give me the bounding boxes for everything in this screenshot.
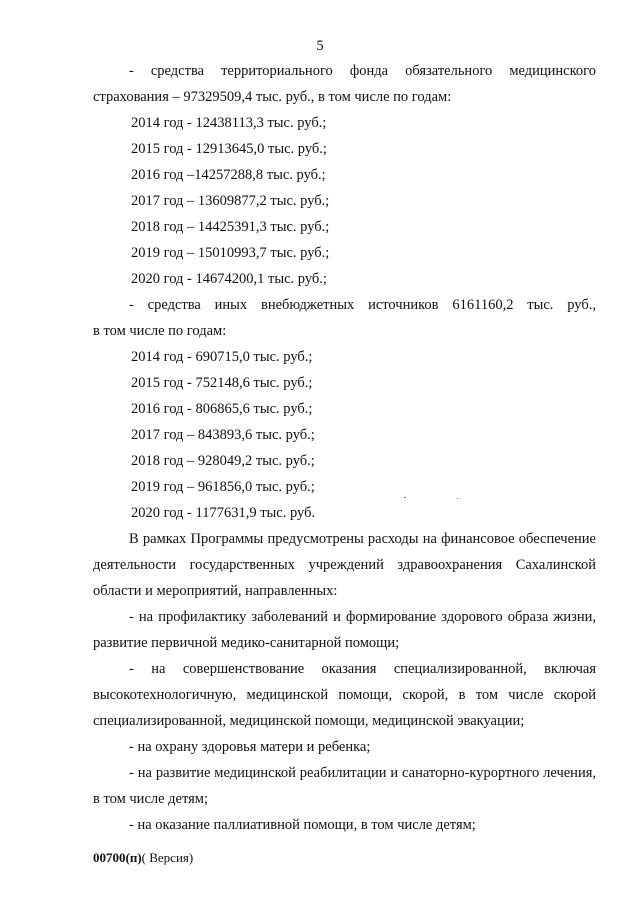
scan-speck: [457, 498, 458, 499]
territorial-fund-line-2: страхования – 97329509,4 тыс. руб., в том числе по годам:: [93, 89, 452, 105]
page-number: 5: [316, 38, 324, 54]
year-line: 2019 год – 15010993,7 тыс. руб.;: [131, 245, 330, 261]
year-line: 2019 год – 961856,0 тыс. руб.;: [131, 479, 315, 495]
year-line: 2018 год – 928049,2 тыс. руб.;: [131, 453, 315, 469]
footer: [93, 850, 193, 866]
year-line: 2020 год - 1177631,9 тыс. руб.: [131, 505, 316, 521]
direction-item: - на развитие медицинской реабилитации и санаторно-курортного лечения, в том числе детям;: [93, 765, 596, 807]
directions-list: [93, 604, 596, 838]
scan-speck: [404, 497, 406, 498]
direction-item: - на охрану здоровья матери и ребенка;: [129, 739, 371, 755]
direction-item: - на совершенствование оказания специализированной, включая высокотехнологичную, медицинской помощи, скорой, в том числе скорой специализированной, медицинской помощи, медицинской эвакуации;: [93, 661, 596, 729]
other-sources-line-1: - средства иных внебюджетных источников 6161160,2 тыс. руб.,: [129, 297, 596, 313]
year-line: 2015 год - 12913645,0 тыс. руб.;: [131, 141, 327, 157]
direction-item: - на профилактику заболеваний и формирование здорового образа жизни, развитие первичной медико-санитарной помощи;: [93, 609, 596, 651]
year-line: 2020 год - 14674200,1 тыс. руб.;: [131, 271, 327, 287]
program-paragraph: В рамках Программы предусмотрены расходы на финансовое обеспечение деятельности государственных учреждений здравоохранения Сахалинской области и мероприятий, направленных:: [93, 531, 596, 599]
year-line: 2015 год - 752148,6 тыс. руб.;: [131, 375, 313, 391]
year-line: 2016 год - 806865,6 тыс. руб.;: [131, 401, 313, 417]
other-sources-years: [93, 344, 596, 526]
document-code: 00700(п): [93, 850, 142, 865]
year-line: 2014 год - 12438113,3 тыс. руб.;: [131, 115, 327, 131]
territorial-fund-years: [93, 110, 596, 292]
year-line: 2017 год – 13609877,2 тыс. руб.;: [131, 193, 330, 209]
document-body: [93, 58, 596, 838]
year-line: 2014 год - 690715,0 тыс. руб.;: [131, 349, 313, 365]
document-version: ( Версия): [141, 850, 194, 865]
other-sources-line-2: в том числе по годам:: [93, 323, 227, 339]
year-line: 2017 год – 843893,6 тыс. руб.;: [131, 427, 315, 443]
territorial-fund-line-1: - средства территориального фонда обязательного медицинского: [129, 63, 596, 79]
year-line: 2016 год –14257288,8 тыс. руб.;: [131, 167, 326, 183]
year-line: 2018 год – 14425391,3 тыс. руб.;: [131, 219, 330, 235]
direction-item: - на оказание паллиативной помощи, в том числе детям;: [129, 817, 476, 833]
